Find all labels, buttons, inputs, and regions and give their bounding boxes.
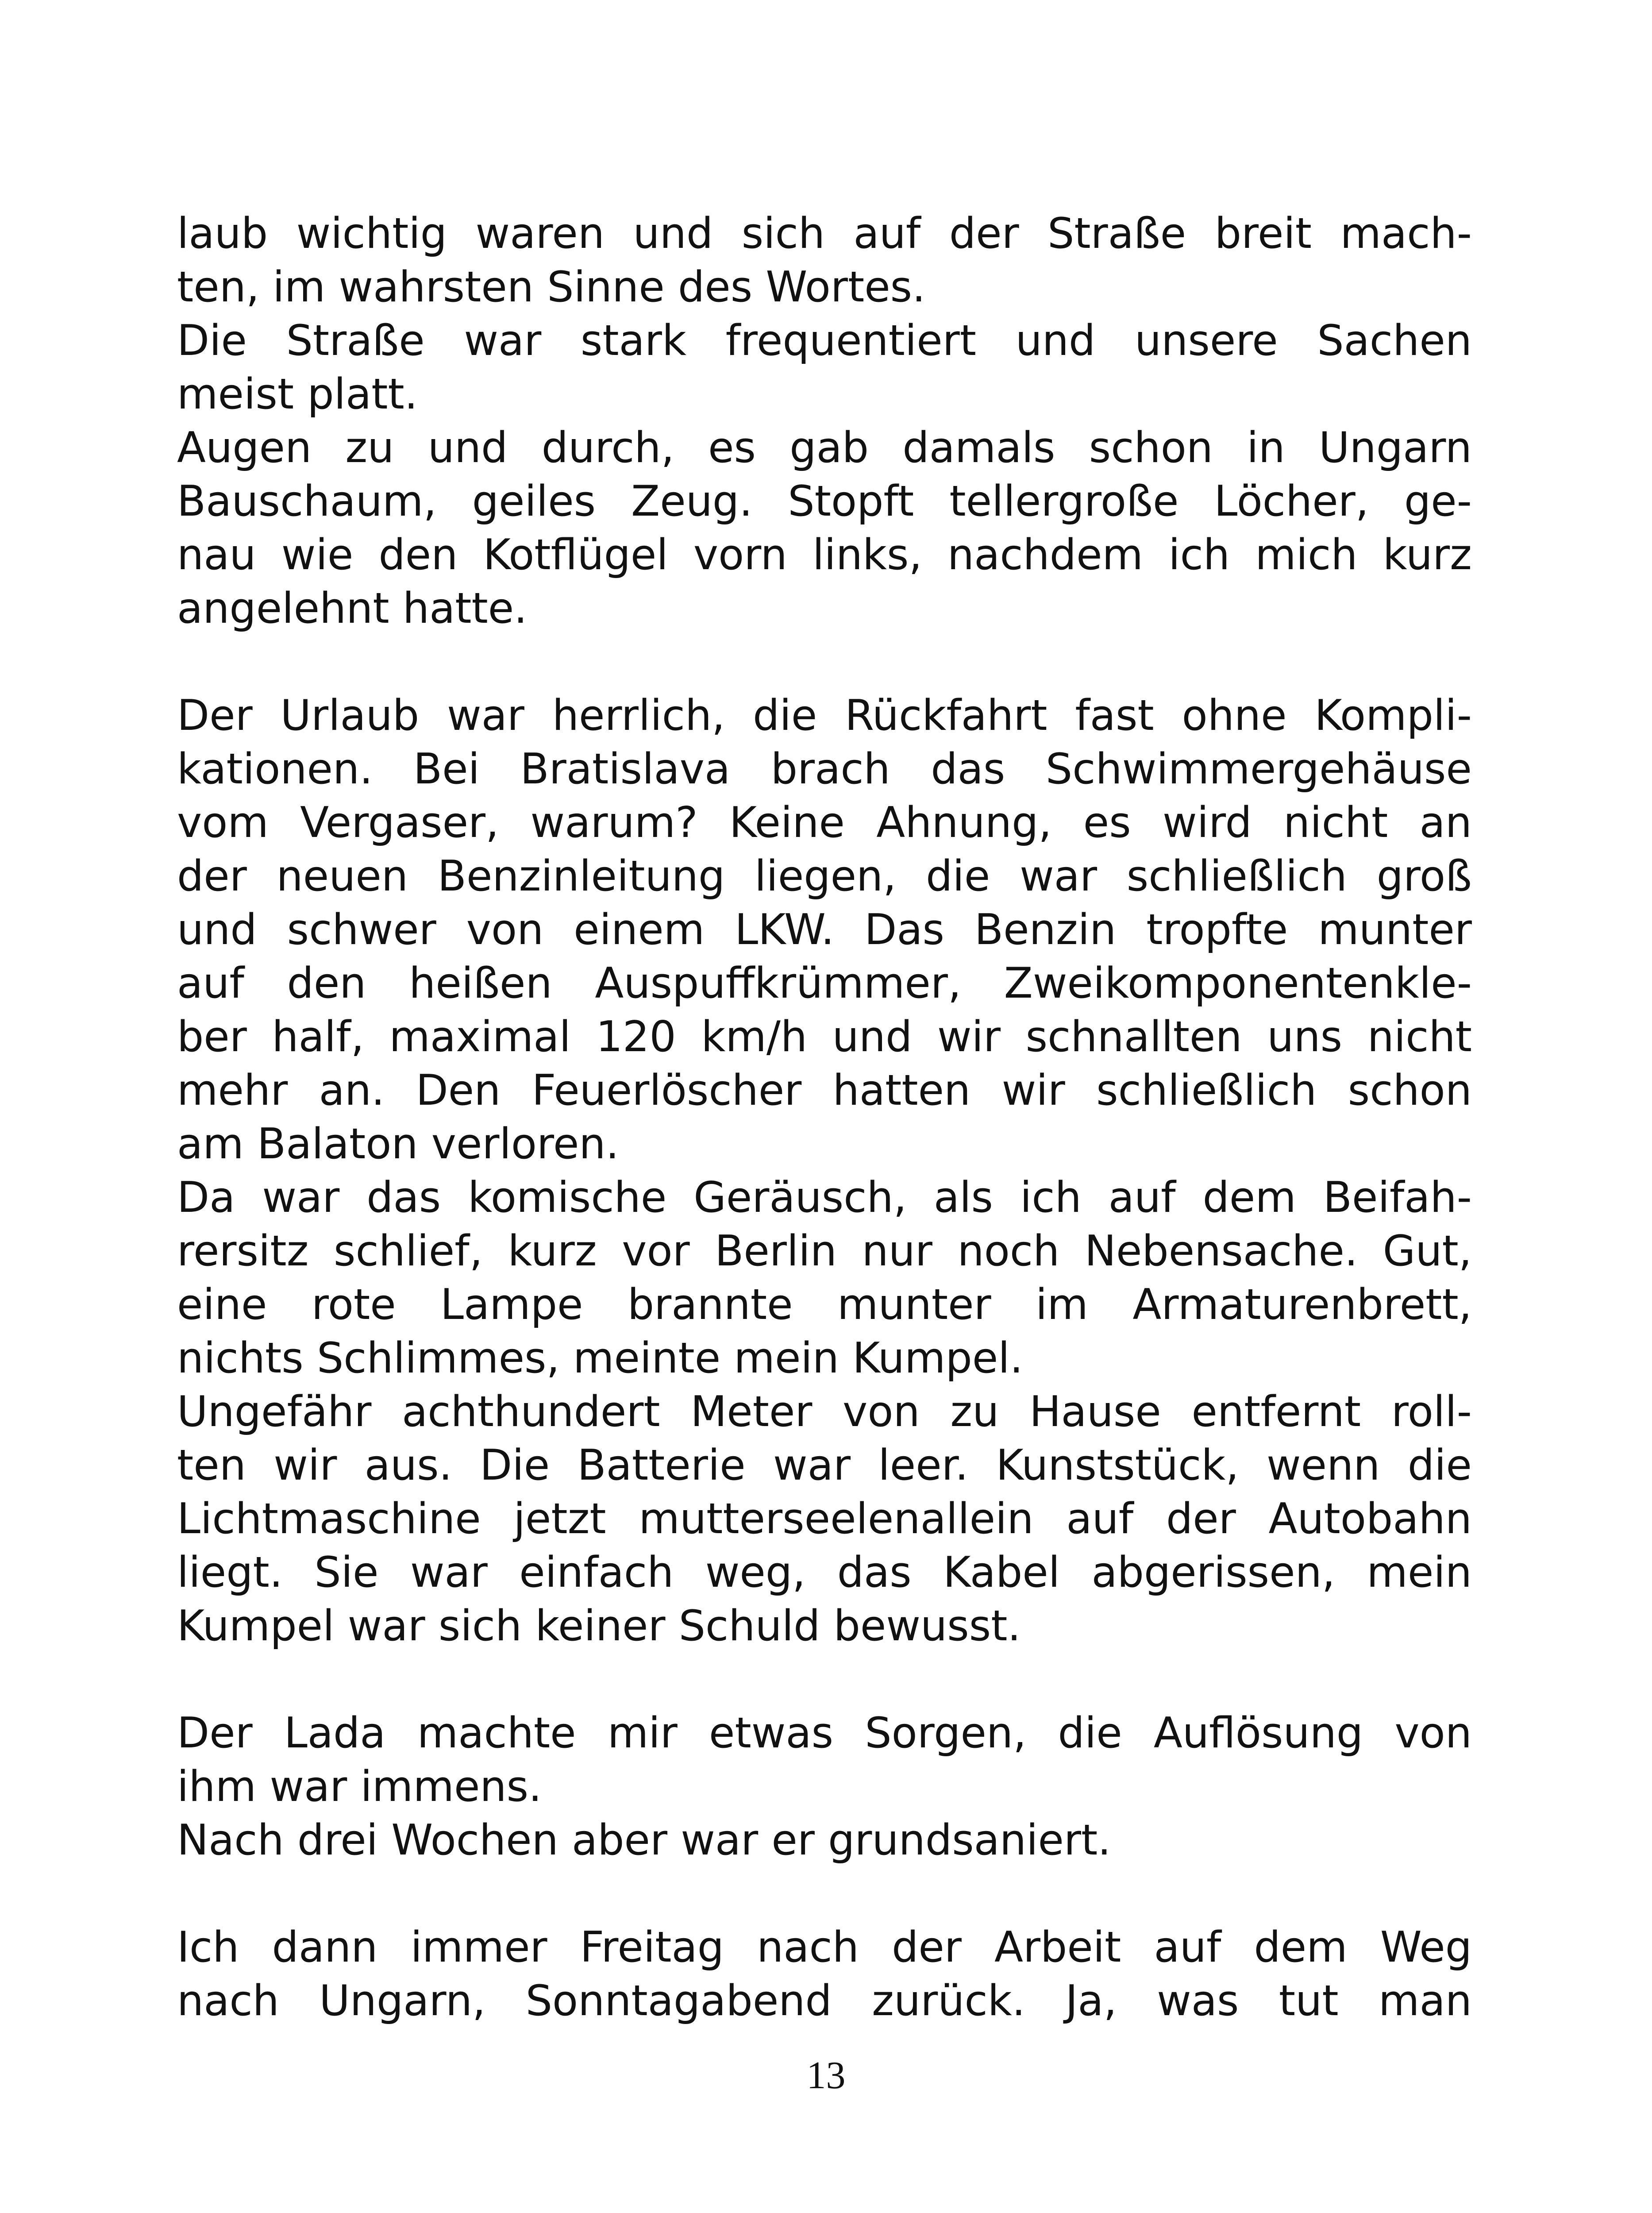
- text-line: Der Urlaub war herrlich, die Rückfahrt fast ohne Kompli-: [177, 691, 1472, 740]
- paragraph: [177, 1921, 1472, 2028]
- text-line: nach Ungarn, Sonntagabend zurück. Ja, was tut man: [177, 1977, 1472, 2025]
- text-line: nau wie den Kotflügel vorn links, nachdem ich mich kurz: [177, 531, 1472, 579]
- text-line: Augen zu und durch, es gab damals schon in Ungarn: [177, 424, 1472, 472]
- text-line: Lichtmaschine jetzt mutterseelenallein auf der Autobahn: [177, 1495, 1472, 1543]
- text-line: ihm war immens.: [177, 1762, 542, 1811]
- text-line: rersitz schlief, kurz vor Berlin nur noch Nebensache. Gut,: [177, 1227, 1472, 1276]
- text-line: Bauschaum, geiles Zeug. Stopft tellergroße Löcher, ge-: [177, 477, 1472, 526]
- text-line: eine rote Lampe brannte munter im Armaturenbrett,: [177, 1280, 1472, 1329]
- text-line: liegt. Sie war einfach weg, das Kabel abgerissen, mein: [177, 1548, 1472, 1597]
- paragraph-spacer: [177, 636, 1472, 689]
- text-line: mehr an. Den Feuerlöscher hatten wir schließlich schon: [177, 1066, 1472, 1115]
- text-line: nichts Schlimmes, meinte mein Kumpel.: [177, 1334, 1023, 1383]
- text-line: Nach drei Wochen aber war er grundsaniert.: [177, 1816, 1111, 1865]
- page-number: 13: [806, 2054, 846, 2097]
- text-line: Kumpel war sich keiner Schuld bewusst.: [177, 1602, 1021, 1650]
- text-line: Die Straße war stark frequentiert und unsere Sachen: [177, 316, 1472, 365]
- text-line: auf den heißen Auspuffkrümmer, Zweikomponentenkle-: [177, 959, 1472, 1008]
- text-line: der neuen Benzinleitung liegen, die war schließlich groß: [177, 852, 1472, 901]
- paragraph: [177, 689, 1472, 1171]
- text-line: am Balaton verloren.: [177, 1120, 619, 1168]
- paragraph: [177, 207, 1472, 314]
- text-line: vom Vergaser, warum? Keine Ahnung, es wird nicht an: [177, 798, 1472, 847]
- text-line: meist platt.: [177, 370, 418, 419]
- paragraph: [177, 421, 1472, 636]
- paragraph: [177, 314, 1472, 421]
- text-line: Da war das komische Geräusch, als ich auf dem Beifah-: [177, 1173, 1472, 1222]
- text-line: Ungefähr achthundert Meter von zu Hause entfernt roll-: [177, 1388, 1472, 1436]
- paragraph-spacer: [177, 1653, 1472, 1707]
- text-line: Der Lada machte mir etwas Sorgen, die Auflösung von: [177, 1709, 1472, 1758]
- paragraph: [177, 1385, 1472, 1653]
- text-line: kationen. Bei Bratislava brach das Schwimmergehäuse: [177, 745, 1472, 794]
- paragraph-spacer: [177, 1867, 1472, 1921]
- paragraph: [177, 1171, 1472, 1385]
- paragraph: [177, 1814, 1472, 1867]
- text-line: ten, im wahrsten Sinne des Wortes.: [177, 263, 926, 312]
- paragraph: [177, 1707, 1472, 1814]
- text-line: und schwer von einem LKW. Das Benzin tropfte munter: [177, 906, 1472, 954]
- text-line: angelehnt hatte.: [177, 584, 528, 633]
- text-line: ber half, maximal 120 km/h und wir schnallten uns nicht: [177, 1013, 1472, 1061]
- text-line: ten wir aus. Die Batterie war leer. Kunststück, wenn die: [177, 1441, 1472, 1490]
- text-line: laub wichtig waren und sich auf der Straße breit mach-: [177, 209, 1472, 258]
- text-line: Ich dann immer Freitag nach der Arbeit auf dem Weg: [177, 1923, 1472, 1972]
- body-text: [177, 207, 1472, 2028]
